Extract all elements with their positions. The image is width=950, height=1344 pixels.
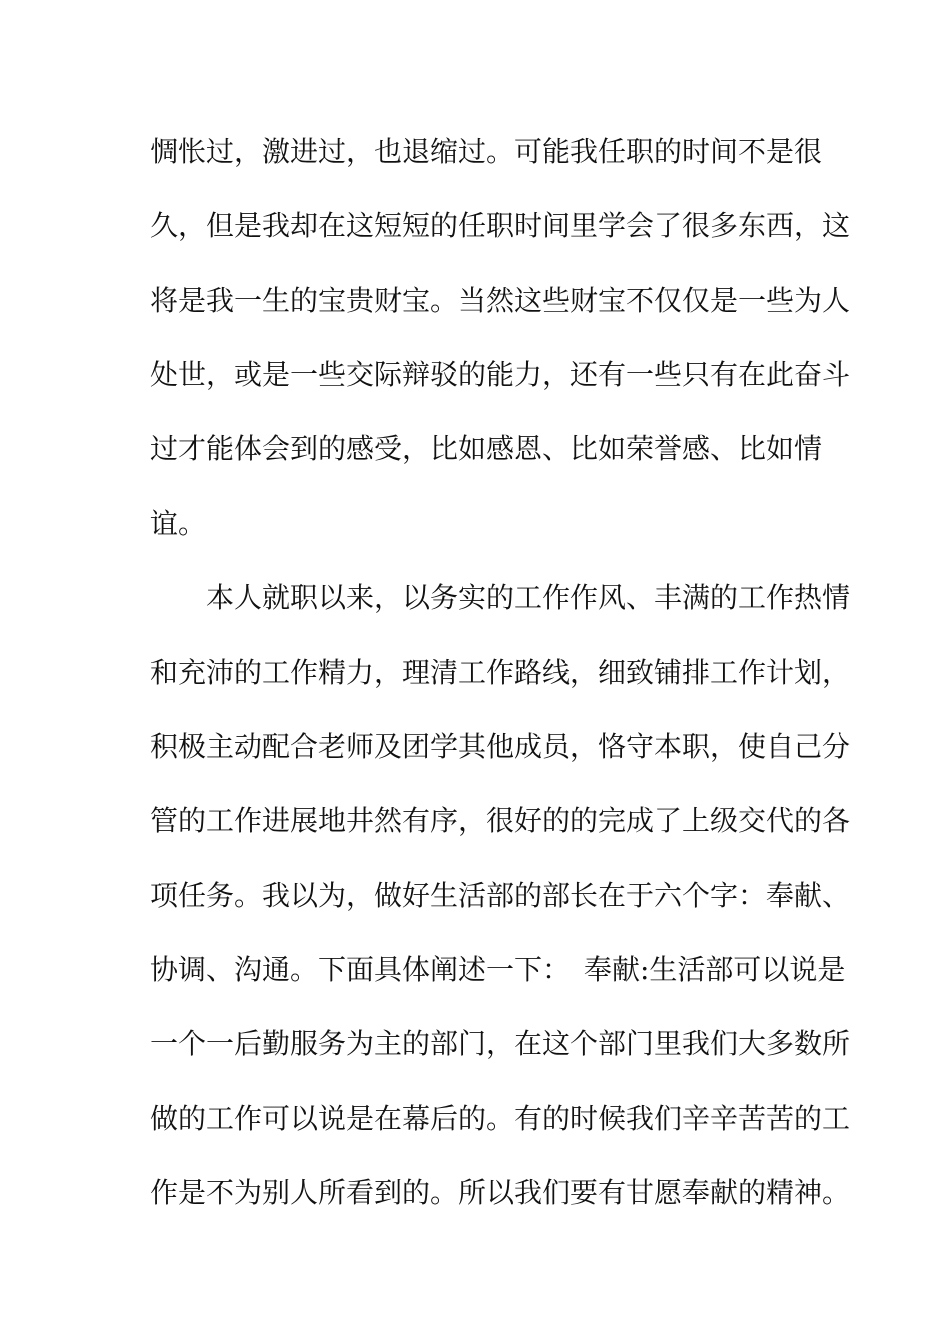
paragraph-line: 积极主动配合老师及团学其他成员，恪守本职，使自己分 xyxy=(150,730,851,763)
paragraph-line: 将是我一生的宝贵财宝。当然这些财宝不仅仅是一些为人 xyxy=(150,284,851,317)
paragraph-line: 惆怅过，激进过，也退缩过。可能我任职的时间不是很 xyxy=(150,135,823,168)
paragraph-line: 协调、沟通。下面具体阐述一下： 奉献:生活部可以说是 xyxy=(150,953,846,986)
paragraph-line: 久，但是我却在这短短的任职时间里学会了很多东西，这 xyxy=(150,209,851,242)
paragraph-line: 项任务。我以为，做好生活部的部长在于六个字：奉献、 xyxy=(150,879,851,912)
paragraph-line: 本人就职以来，以务实的工作作风、丰满的工作热情 xyxy=(206,581,851,614)
paragraph-line: 管的工作进展地井然有序，很好的的完成了上级交代的各 xyxy=(150,804,851,837)
paragraph-line: 谊。 xyxy=(150,507,207,540)
paragraph-line: 作是不为别人所看到的。所以我们要有甘愿奉献的精神。 xyxy=(150,1176,851,1209)
paragraph-line: 处世，或是一些交际辩驳的能力，还有一些只有在此奋斗 xyxy=(150,358,851,391)
paragraph-line: 过才能体会到的感受，比如感恩、比如荣誉感、比如情 xyxy=(150,432,823,465)
paragraph-line: 做的工作可以说是在幕后的。有的时候我们辛辛苦苦的工 xyxy=(150,1102,851,1135)
paragraph-line: 一个一后勤服务为主的部门，在这个部门里我们大多数所 xyxy=(150,1027,851,1060)
paragraph-line: 和充沛的工作精力，理清工作路线，细致铺排工作计划， xyxy=(150,656,851,689)
